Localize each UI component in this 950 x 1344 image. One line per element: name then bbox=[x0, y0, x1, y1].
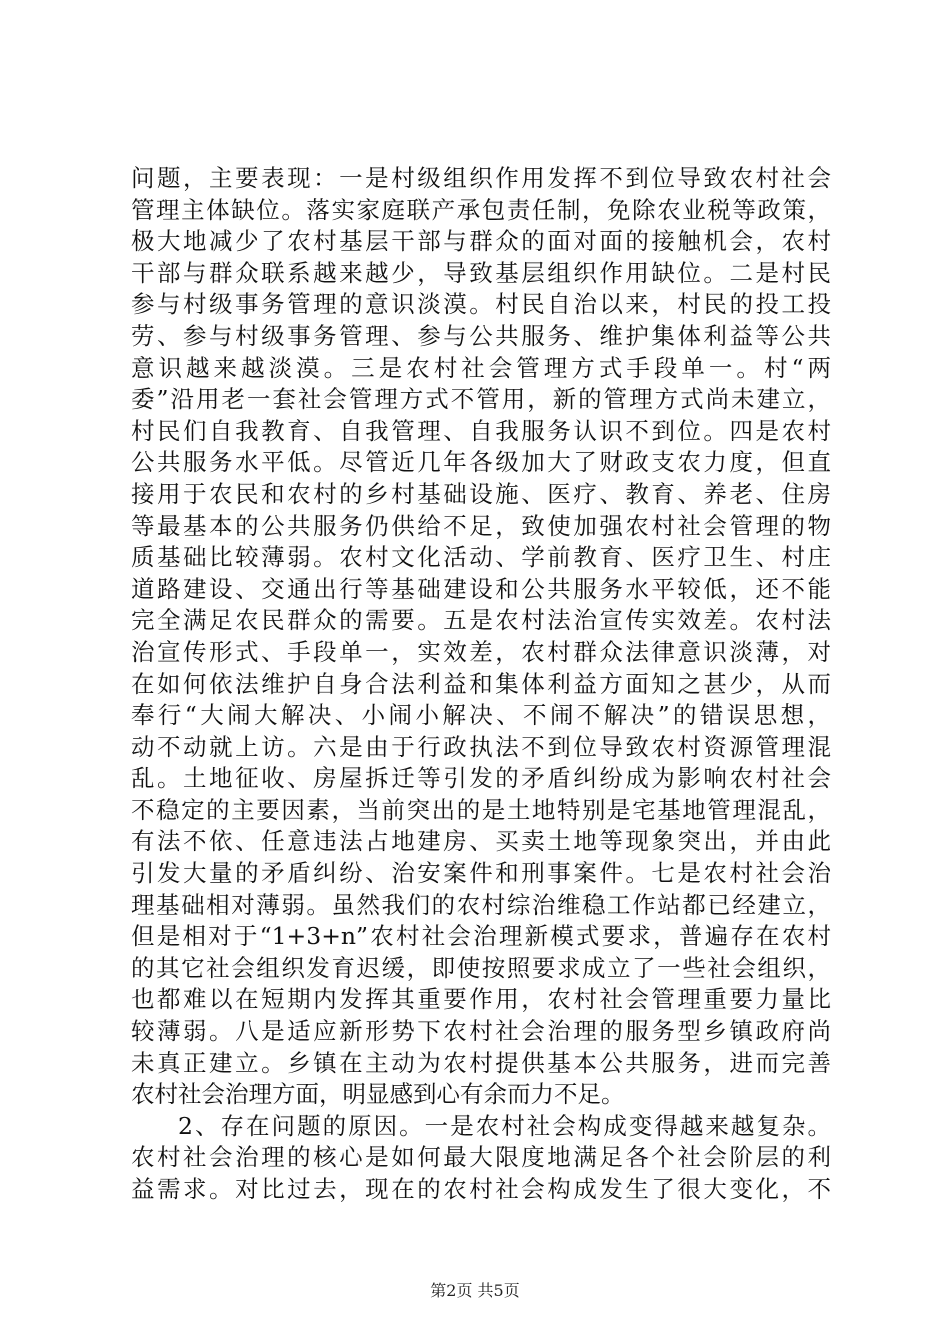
text-line: 问题，主要表现：一是村级组织作用发挥不到位导致农村社会 bbox=[131, 164, 831, 192]
text-line: 在如何依法维护自身合法利益和集体利益方面知之甚少，从而 bbox=[131, 669, 831, 698]
page-number-footer: 第2页 共5页 bbox=[430, 1281, 520, 1300]
text-line: 等最基本的公共服务仍供给不足，致使加强农村社会管理的物 bbox=[131, 511, 831, 540]
text-line: 村民们自我教育、自我管理、自我服务认识不到位。四是农村 bbox=[131, 416, 831, 445]
text-line: 质基础比较薄弱。农村文化活动、学前教育、医疗卫生、村庄 bbox=[131, 543, 831, 572]
text-line: 公共服务水平低。尽管近几年各级加大了财政支农力度，但直 bbox=[131, 448, 831, 477]
text-line: 农村社会治理的核心是如何最大限度地满足各个社会阶层的利 bbox=[131, 1143, 831, 1172]
text-line: 劳、参与村级事务管理、参与公共服务、维护集体利益等公共 bbox=[131, 321, 831, 350]
text-line: 道路建设、交通出行等基础建设和公共服务水平较低，还不能 bbox=[131, 574, 831, 603]
text-line: 较薄弱。八是适应新形势下农村社会治理的服务型乡镇政府尚 bbox=[131, 1017, 831, 1046]
text-line: 完全满足农民群众的需要。五是农村法治宣传实效差。农村法 bbox=[131, 606, 831, 635]
body-text bbox=[131, 163, 831, 1206]
text-line: 奉行“大闹大解决、小闹小解决、不闹不解决”的错误思想， bbox=[131, 701, 831, 730]
text-line: 接用于农民和农村的乡村基础设施、医疗、教育、养老、住房 bbox=[131, 479, 831, 508]
text-line: 治宣传形式、手段单一，实效差，农村群众法律意识淡薄，对 bbox=[131, 637, 831, 666]
text-line: 不稳定的主要因素，当前突出的是土地特别是宅基地管理混乱， bbox=[131, 795, 831, 824]
text-line: 参与村级事务管理的意识淡漠。村民自治以来，村民的投工投 bbox=[131, 290, 831, 319]
text-line: 益需求。对比过去，现在的农村社会构成发生了很大变化，不 bbox=[131, 1175, 831, 1203]
text-line: 动不动就上访。六是由于行政执法不到位导致农村资源管理混 bbox=[131, 732, 831, 761]
text-line: 的其它社会组织发育迟缓，即使按照要求成立了一些社会组织， bbox=[131, 953, 831, 982]
text-line: 委”沿用老一套社会管理方式不管用，新的管理方式尚未建立， bbox=[131, 385, 831, 414]
text-line: 也都难以在短期内发挥其重要作用，农村社会管理重要力量比 bbox=[131, 985, 831, 1014]
text-line: 但是相对于“1+3+n”农村社会治理新模式要求，普遍存在农村 bbox=[131, 922, 831, 951]
text-line: 意识越来越淡漠。三是农村社会管理方式手段单一。村“两 bbox=[131, 353, 831, 382]
text-line: 理基础相对薄弱。虽然我们的农村综治维稳工作站都已经建立， bbox=[131, 890, 831, 919]
text-line: 干部与群众联系越来越少，导致基层组织作用缺位。二是村民 bbox=[131, 258, 831, 287]
text-line: 引发大量的矛盾纠纷、治安案件和刑事案件。七是农村社会治 bbox=[131, 859, 831, 888]
text-line: 有法不依、任意违法占地建房、买卖土地等现象突出，并由此 bbox=[131, 827, 831, 856]
text-line: 管理主体缺位。落实家庭联产承包责任制，免除农业税等政策， bbox=[131, 195, 831, 224]
text-line: 农村社会治理方面，明显感到心有余而力不足。 bbox=[131, 1080, 625, 1109]
text-line: 未真正建立。乡镇在主动为农村提供基本公共服务，进而完善 bbox=[131, 1048, 831, 1077]
text-line: 乱。土地征收、房屋拆迁等引发的矛盾纠纷成为影响农村社会 bbox=[131, 764, 831, 793]
paragraph-start-line: 2、存在问题的原因。一是农村社会构成变得越来越复杂。 bbox=[178, 1111, 831, 1140]
text-line: 极大地减少了农村基层干部与群众的面对面的接触机会，农村 bbox=[131, 227, 831, 256]
